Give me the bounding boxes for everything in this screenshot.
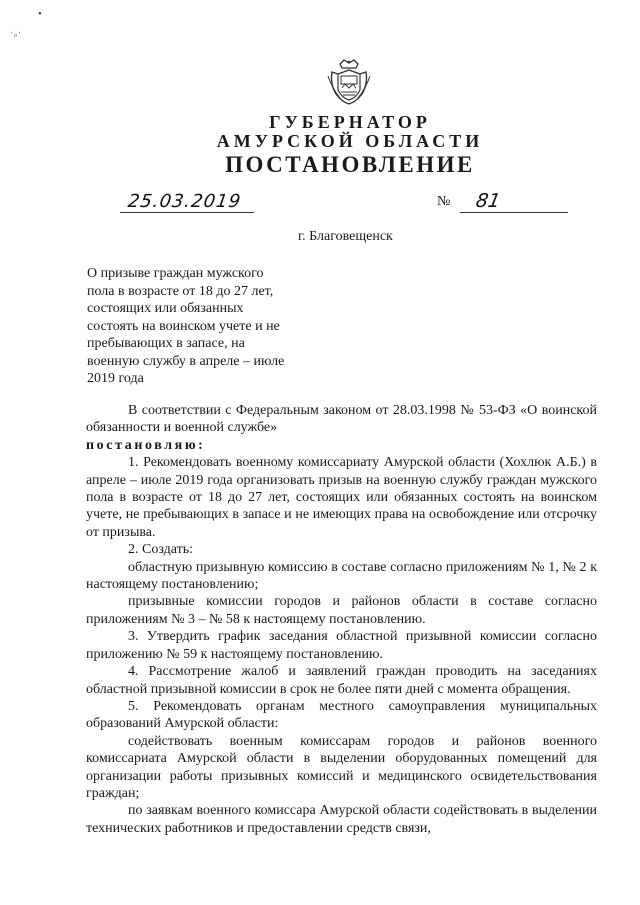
document-date: 25.03.2019 [126, 191, 243, 212]
document-number: 81 [474, 190, 503, 212]
paragraph-2b: призывные комиссии городов и районов области в составе согласно приложениям № 3 – № 58 к настоящему постановлению. [86, 594, 597, 627]
header-region: АМУРСКОЙ ОБЛАСТИ [216, 131, 484, 151]
scan-artifact: • [38, 8, 42, 20]
paragraph-2: 2. Создать: [128, 542, 193, 558]
number-sign: № [437, 194, 451, 209]
header-doc-type: ПОСТАНОВЛЕНИЕ [225, 152, 475, 177]
document-subject: О призыве граждан мужского пола в возрасте от 18 до 27 лет, состоящих или обязанных состоять на воинском учете и не пребывающих в запасе, на военную службу в апреле – июле 2019 года [87, 266, 285, 386]
document-body [86, 402, 597, 837]
paragraph-4: 4. Рассмотрение жалоб и заявлений граждан проводить на заседаниях областной призывной комиссии в срок не более пяти дней с момента обращения. [86, 664, 597, 697]
paragraph-3: 3. Утвердить график заседания областной призывной комиссии согласно приложению № 59 к настоящему постановлению. [86, 629, 597, 662]
header-governor: ГУБЕРНАТОР [269, 112, 431, 132]
paragraph-2a: областную призывную комиссию в составе согласно приложениям № 1, № 2 к настоящему постановлению; [86, 559, 597, 593]
paragraph-5a: содействовать военным комиссарам городов и районов военного комиссариата Амурской области в выделении оборудованных помещений для организации работы призывных комиссий и медицинского освидетельствования граждан; [86, 733, 597, 801]
scan-artifact: ˈ◦ˈ [10, 30, 22, 42]
city-name: г. Благовещенск [298, 229, 393, 244]
paragraph-5b: по заявкам военного комиссара Амурской области содействовать в выделении технических работников и предоставлении средств связи, [86, 803, 597, 836]
coat-of-arms-emblem [326, 58, 372, 108]
paragraph-1: 1. Рекомендовать военному комиссариату Амурской области (Хохлюк А.Б.) в апреле – июле 2019 года организовать призыв на военную службу граждан мужского пола в возрасте от 18 до 27 лет, состоящих или обязанных состоять на воинском учете, не пребывающих в запасе и не имеющих права на освобождение или отсрочку от призыва. [86, 455, 597, 540]
preamble-paragraph: В соответствии с Федеральным законом от 28.03.1998 № 53-ФЗ «О воинской обязанности и военной службе» [86, 403, 597, 436]
paragraph-5: 5. Рекомендовать органам местного самоуправления муниципальных образований Амурской области: [86, 698, 597, 732]
decree-word: постановляю: [86, 437, 206, 453]
